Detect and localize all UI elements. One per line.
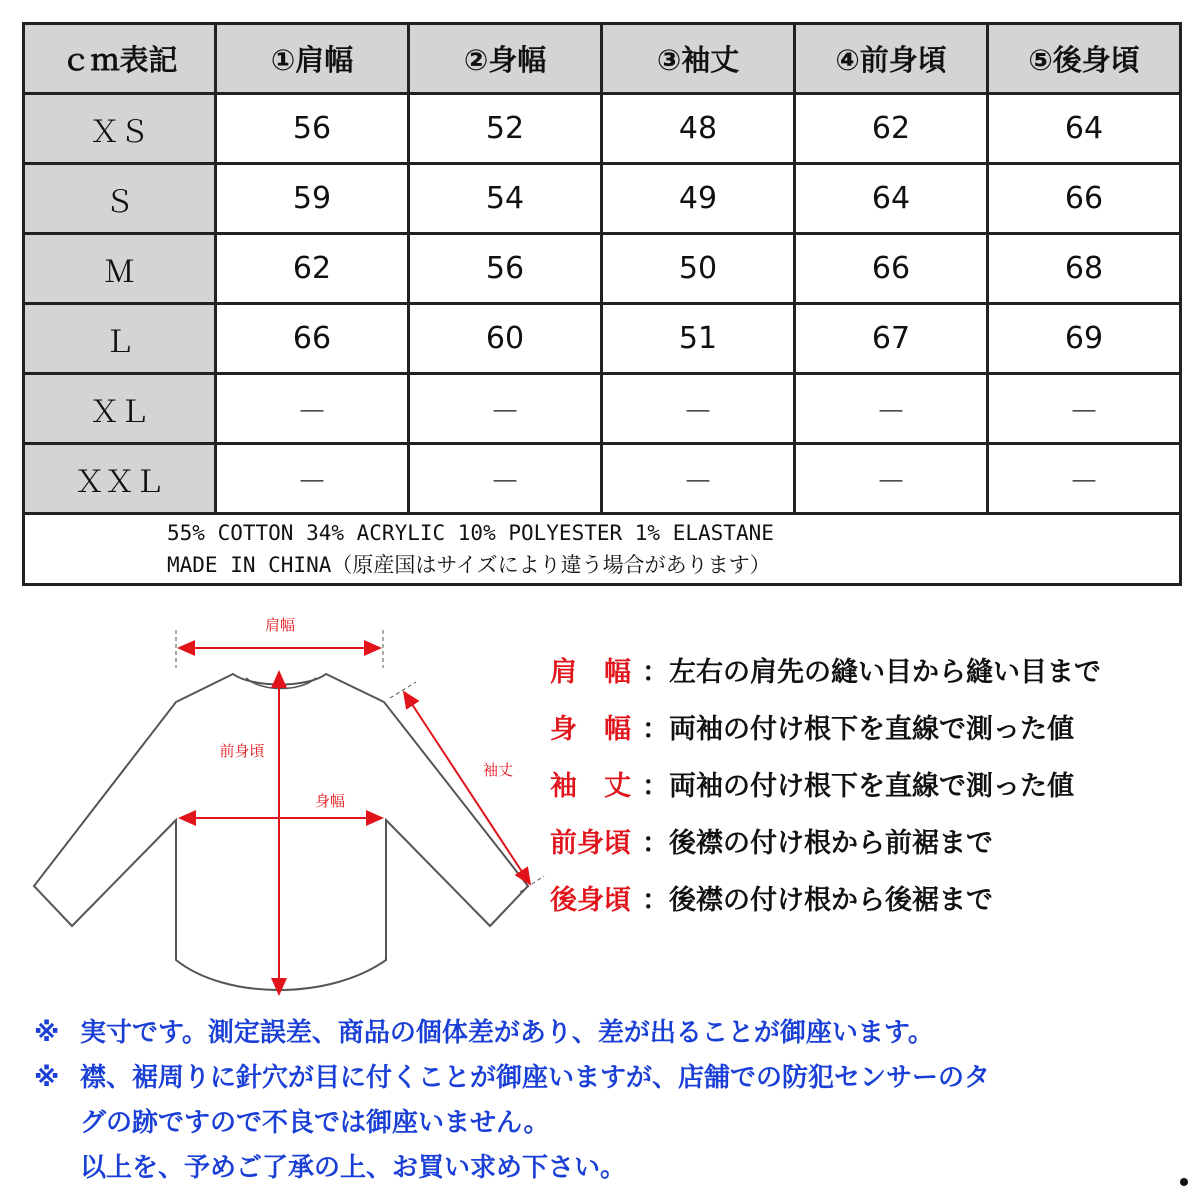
table-row [24, 444, 1181, 514]
table-cell: 66 [216, 304, 409, 374]
note-line [34, 1057, 990, 1102]
size-label: Ｍ [24, 234, 216, 304]
legend-desc: 後襟の付け根から前裾まで [669, 828, 993, 859]
header-body-width: ②身幅 [409, 24, 602, 94]
table-cell: 49 [602, 164, 795, 234]
header-sleeve-length: ③袖丈 [602, 24, 795, 94]
table-cell: 69 [988, 304, 1181, 374]
table-cell: 60 [409, 304, 602, 374]
corner-dot [1180, 1178, 1188, 1186]
table-cell: － [602, 444, 795, 514]
table-row [24, 304, 1181, 374]
legend-item: 前身頃 ：後襟の付け根から前裾まで [550, 821, 1101, 878]
table-cell: 68 [988, 234, 1181, 304]
body-width-label: 身幅 [314, 792, 346, 810]
table-cell: 66 [795, 234, 988, 304]
note-line [34, 1012, 990, 1057]
disclaimer-notes [34, 1012, 990, 1192]
country-of-origin: MADE IN CHINA（原産国はサイズにより違う場合があります） [167, 553, 771, 577]
table-cell: 67 [795, 304, 988, 374]
material-composition: 55% COTTON 34% ACRYLIC 10% POLYESTER 1% ELASTANE [167, 521, 774, 545]
note-mark: ※ [34, 1018, 60, 1048]
legend-term: 肩 幅 [550, 657, 631, 688]
table-cell: － [795, 444, 988, 514]
material-cell [24, 514, 1181, 585]
legend-item: 身 幅 ：両袖の付け根下を直線で測った値 [550, 707, 1101, 764]
legend-desc: 左右の肩先の縫い目から縫い目まで [669, 657, 1101, 688]
size-label: ＸＸＬ [24, 444, 216, 514]
table-cell: 51 [602, 304, 795, 374]
table-cell: 56 [216, 94, 409, 164]
legend-desc: 両袖の付け根下を直線で測った値 [669, 714, 1074, 745]
legend-term: 前身頃 [550, 828, 631, 859]
header-front-length: ④前身頃 [795, 24, 988, 94]
size-label: ＸＬ [24, 374, 216, 444]
header-unit: ｃｍ表記 [24, 24, 216, 94]
table-cell: － [409, 444, 602, 514]
note-text: 襟、裾周りに針穴が目に付くことが御座いますが、店舗での防犯センサーのタ [80, 1063, 991, 1093]
sleeve-length-label: 袖丈 [482, 761, 514, 779]
note-line: 以上を、予めご了承の上、お買い求め下さい。 [80, 1153, 627, 1183]
table-cell: 52 [409, 94, 602, 164]
legend-term: 身 幅 [550, 714, 631, 745]
table-cell: － [988, 444, 1181, 514]
table-header-row [24, 24, 1181, 94]
table-cell: 62 [216, 234, 409, 304]
table-cell: － [409, 374, 602, 444]
table-row [24, 164, 1181, 234]
measurement-legend [550, 650, 1101, 935]
table-row [24, 234, 1181, 304]
sweater-outline [34, 674, 528, 990]
table-cell: 64 [988, 94, 1181, 164]
header-shoulder-width: ①肩幅 [216, 24, 409, 94]
table-row [24, 374, 1181, 444]
table-cell: 64 [795, 164, 988, 234]
size-label: ＸＳ [24, 94, 216, 164]
size-label: Ｓ [24, 164, 216, 234]
table-cell: 56 [409, 234, 602, 304]
note-text: 実寸です。測定誤差、商品の個体差があり、差が出ることが御座います。 [80, 1018, 934, 1048]
table-cell: － [216, 374, 409, 444]
legend-desc: 両袖の付け根下を直線で測った値 [669, 771, 1074, 802]
shoulder-width-label: 肩幅 [264, 616, 296, 634]
table-cell: 62 [795, 94, 988, 164]
table-cell: － [602, 374, 795, 444]
size-chart-table [22, 22, 1182, 586]
table-cell: 66 [988, 164, 1181, 234]
table-cell: － [795, 374, 988, 444]
table-cell: 48 [602, 94, 795, 164]
table-cell: － [216, 444, 409, 514]
header-back-length: ⑤後身頃 [988, 24, 1181, 94]
table-cell: 59 [216, 164, 409, 234]
note-line: グの跡ですので不良では御座いません。 [80, 1108, 550, 1138]
material-row [24, 514, 1181, 585]
sleeve-length-arrow [404, 692, 530, 884]
table-row [24, 94, 1181, 164]
note-mark: ※ [34, 1063, 60, 1093]
legend-term: 袖 丈 [550, 771, 631, 802]
front-length-label: 前身頃 [219, 742, 265, 760]
legend-item: 後身頃 ：後襟の付け根から後裾まで [550, 878, 1101, 935]
garment-measurement-diagram [0, 608, 560, 1008]
legend-item: 肩 幅 ：左右の肩先の縫い目から縫い目まで [550, 650, 1101, 707]
table-cell: － [988, 374, 1181, 444]
legend-item: 袖 丈 ：両袖の付け根下を直線で測った値 [550, 764, 1101, 821]
legend-term: 後身頃 [550, 885, 631, 916]
table-cell: 50 [602, 234, 795, 304]
size-label: Ｌ [24, 304, 216, 374]
table-cell: 54 [409, 164, 602, 234]
legend-desc: 後襟の付け根から後裾まで [669, 885, 993, 916]
